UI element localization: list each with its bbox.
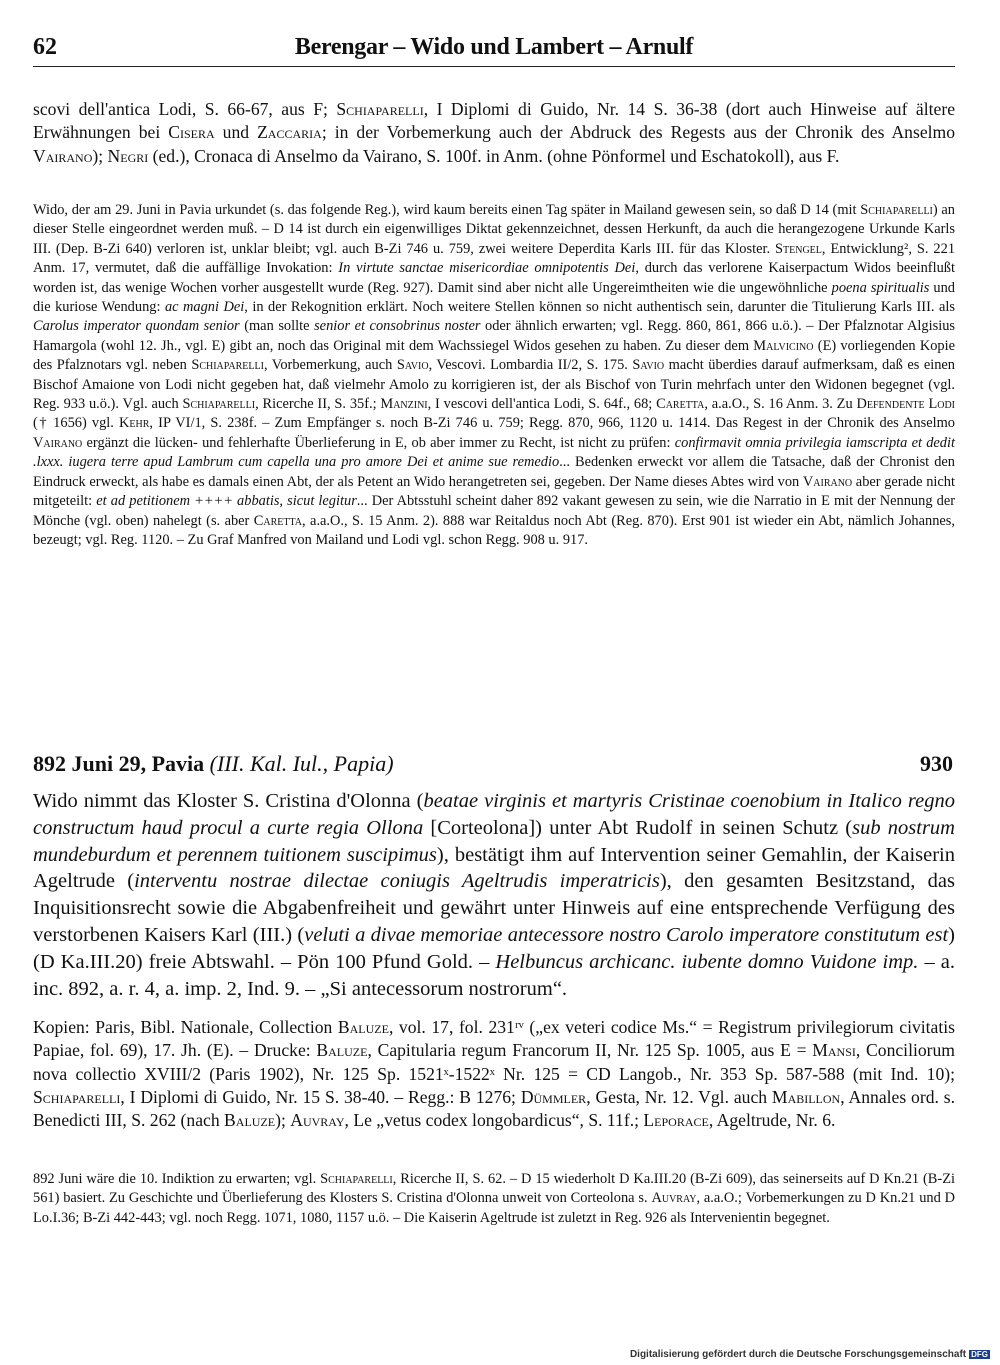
latin-quote: In virtute sanctae misericordiae omnipotentis Dei xyxy=(338,260,636,277)
text: ), den gesamten Besitzstand, das Inquisitionsrecht sowie die Abgabenfreiheit und gewährt unter Hinweis auf eine entsprechende Verfügung des verstorbenen Kaisers Karl (III.) ( xyxy=(33,870,956,946)
text: aber gerade nicht mitgeteilt: xyxy=(33,473,955,510)
author-name: Malvicino xyxy=(753,337,814,354)
funding-footer xyxy=(630,1349,990,1360)
author-name: Caretta xyxy=(656,396,705,413)
author-name: Dümmler xyxy=(520,1086,587,1107)
entry-date-line xyxy=(33,751,394,777)
author-name: Kehr xyxy=(119,415,150,432)
text: , Vorbemerkung, auch xyxy=(263,357,397,374)
text: , Ricerche II, S. 35f.; xyxy=(255,396,381,413)
author-name: Negri xyxy=(107,145,149,166)
text: ); xyxy=(92,145,108,166)
text: macht überdies darauf aufmerksam, daß es einen Bischof Amaione von Lodi nicht gegeben hat, daß vielmehr Amolo zu korrigieren ist, der als Bischof von Turin mehrfach unter den Widonen begegnet (vgl. Reg. 933 u.ö.). Vgl. auch xyxy=(33,357,955,413)
text: Kopien: Paris, Bibl. Nationale, Collection xyxy=(33,1017,338,1037)
author-name: Vairano xyxy=(33,145,93,166)
author-name: Caretta xyxy=(253,512,303,529)
author-name: Schiaparelli xyxy=(182,396,256,413)
latin-quote: Helbuncus archicanc. iubente domno Vuidone imp. xyxy=(495,950,919,973)
author-name: Zaccaria xyxy=(257,122,322,143)
text: , Annales ord. s. Benedicti III, S. 262 (nach xyxy=(33,1086,956,1131)
text: ) an dieser Stelle eingeordnet werden muß. – D 14 ist durch ein eigenwilliges Diktat gekennzeichnet, dessen Herkunft, da auch die herangezogene Urkunde Karls III. (Dep. B-Zi 640) verloren ist, unklar bleibt; vgl. auch B-Zi 746 u. 759, zwei weitere Deperdita Karls III. für das Kloster. xyxy=(33,202,955,257)
latin-quote: senior et consobrinus noster xyxy=(314,318,481,335)
text: ; in der Vorbemerkung auch der Abdruck des Regests aus der Chronik des Anselmo xyxy=(321,122,955,143)
text: , I vescovi dell'antica Lodi, S. 64f., 68; xyxy=(427,396,657,413)
latin-quote: poena spiritualis xyxy=(831,279,930,296)
regest-paragraph xyxy=(33,788,955,1002)
text: , a.a.O., S. 16 Anm. 3. Zu xyxy=(704,396,857,413)
prev-sources-paragraph xyxy=(33,98,955,168)
latin-quote: ac magni Dei xyxy=(164,299,245,316)
text: , vol. 17, fol. 231ʳᵛ („ex veteri codice Ms.“ = Registrum privilegiorum civitatis Papiae, fol. 69), 17. Jh. (E). – Drucke: xyxy=(33,1017,955,1061)
author-name: Auvray xyxy=(651,1190,697,1207)
text: [Corteolona]) unter Abt Rudolf in seinen Schutz ( xyxy=(423,816,853,839)
funding-text: Digitalisierung gefördert durch die Deutsche Forschungsgemeinschaft xyxy=(629,1349,967,1360)
text: ), bestätigt ihm auf Intervention seiner Gemahlin, der Kaiserin Ageltrude ( xyxy=(33,843,956,893)
text: , Le „vetus codex longobardicus“, S. 11f.; xyxy=(344,1110,644,1131)
latin-quote: beatae virginis et martyris Cristinae coenobium in Italico regno constructum haud procul a curte regia Ollona xyxy=(33,790,955,839)
text: , a.a.O.; Vorbemerkungen zu D Kn.21 und D Lo.I.36; B-Zi 442-443; vgl. noch Regg. 1071, 1080, 1157 u.ö. – Die Kaiserin Ageltrude ist zuletzt in Reg. 926 als Intervenientin begegnet. xyxy=(33,1190,956,1226)
text: Wido nimmt das Kloster S. Cristina d'Olonna ( xyxy=(33,790,424,812)
author-name: Savio xyxy=(396,357,429,374)
text: , a.a.O., S. 15 Anm. 2). 888 war Reitaldus noch Abt (Reg. 870). Erst 901 ist wieder ein Abt, nämlich Johannes, bezeugt; vgl. Reg. 1120. – Zu Graf Manfred von Mailand und Lodi vgl. schon Regg. 908 u. 917. xyxy=(33,512,955,548)
author-name: Mansi xyxy=(812,1040,856,1061)
text: , in der Rekognition erklärt. Noch weitere Stellen können so nicht authentisch sein, darunter die Titulierung Karls III. als xyxy=(244,299,955,316)
author-name: Mabillon xyxy=(771,1086,841,1107)
author-name: Vairano xyxy=(33,434,83,451)
entry-date-original: (III. Kal. Iul., Papia) xyxy=(209,751,394,776)
author-name: Baluze xyxy=(316,1040,368,1061)
latin-quote: veluti a divae memoriae antecessore nostro Carolo imperatore constitutum est xyxy=(304,923,949,946)
author-name: Schiaparelli xyxy=(860,202,933,218)
text: (E) vorliegenden Kopie des Pfalznotars vgl. neben xyxy=(33,337,955,374)
text: (man sollte xyxy=(239,318,315,335)
author-name: Stengel xyxy=(775,240,822,257)
text: , Gesta, Nr. 12. Vgl. auch xyxy=(586,1086,772,1107)
author-name: Schiaparelli xyxy=(33,1086,121,1107)
text: (ed.), Cronaca di Anselmo da Vairano, S. 100f. in Anm. (ohne Pönformel und Eschatokoll), aus F. xyxy=(148,145,840,166)
text: oder ähnlich erwarten; vgl. Regg. 860, 861, 866 u.ö.). – Der Pfalznotar Algisius Hamargola (wohl 12. Jh., vgl. E) gibt an, noch das Original mit dem Wachssiegel Widos gesehen zu haben. Zu dieser dem xyxy=(33,318,955,354)
text: ... Der Abtsstuhl scheint daher 892 vakant gewesen zu sein, wie die Narratio in E mit der Nennung der Mönche (vgl. oben) nahelegt (s. aber xyxy=(33,493,955,529)
latin-quote: sub nostrum mundeburdum et perennem tuitionem suscipimus xyxy=(33,816,955,866)
author-name: Baluze xyxy=(224,1110,276,1131)
running-title: Berengar – Wido und Lambert – Arnulf xyxy=(294,34,694,60)
text: († 1656) vgl. xyxy=(33,415,120,432)
page-header xyxy=(33,30,955,67)
latin-quote: Carolus imperator quondam senior xyxy=(33,318,240,335)
prev-commentary-paragraph xyxy=(33,201,955,550)
text: und xyxy=(214,122,258,143)
author-name: Manzini xyxy=(380,396,428,413)
text: ); xyxy=(275,1110,291,1131)
text: , durch das verlorene Kaiserpactum Widos beeinflußt worden ist, das wenige Wochen vorher ausgestellt wurde (Reg. 927). Damit sind aber nicht alle Ungereimtheiten wie die ungewöhnliche xyxy=(33,260,955,296)
author-name: Schiaparelli xyxy=(191,357,264,374)
entry-date: 892 Juni 29, Pavia xyxy=(33,751,205,776)
text: , Entwicklung², S. 221 Anm. 17, vermutet, daß die auffällige Invokation: xyxy=(33,240,956,277)
author-name: Leporace xyxy=(643,1110,709,1131)
text: – a. inc. 892, a. r. 4, a. imp. 2, Ind. 9. – „Si antecessorum nostrorum“. xyxy=(33,950,955,1000)
text: ergänzt die lücken- und fehlerhafte Überlieferung in E, ob aber immer zu Recht, ist nicht zu prüfen: xyxy=(82,434,675,451)
text: scovi dell'antica Lodi, S. 66-67, aus F; xyxy=(33,99,337,119)
latin-quote: confirmavit omnia privilegia iamscripta et dedit .lxxx. iugera terre apud Lambrum cum capella una pro amore Dei et anime sue remedio xyxy=(33,434,955,471)
notes-paragraph xyxy=(33,1170,955,1228)
text: , I Diplomi di Guido, Nr. 14 S. 36-38 (dort auch Hinweise auf ältere Erwähnungen bei xyxy=(33,99,955,143)
entry-heading xyxy=(33,747,955,787)
text: Wido, der am 29. Juni in Pavia urkundet (s. das folgende Reg.), wird kaum bereits einen Tag später in Mailand gewesen sein, so daß D 14 (mit xyxy=(33,202,861,218)
text: , Ageltrude, Nr. 6. xyxy=(708,1110,836,1131)
text: ... Bedenken erweckt vor allem die Tatsache, daß der Chronist den Eindruck erweckt, als habe es damals einen Abt, der als Petent an Wido herangetreten sei, gegeben. Der Name dieses Abtes wird von xyxy=(33,454,955,490)
entry-number: 930 xyxy=(920,751,953,776)
latin-quote: interventu nostrae dilectae coniugis Ageltrudis imperatricis xyxy=(134,870,660,893)
latin-quote: et ad petitionem ++++ abbatis, sicut legitur xyxy=(96,493,357,510)
text: , Capitularia regum Francorum II, Nr. 125 Sp. 1005, aus E = xyxy=(367,1040,813,1061)
author-name: Schiaparelli xyxy=(336,99,424,119)
page-number: 62 xyxy=(33,34,57,60)
dfg-logo-icon: DFG xyxy=(971,1349,988,1359)
text: , Vescovi. Lombardia II/2, S. 175. xyxy=(428,357,633,374)
text: , Conciliorum nova collectio XVIII/2 (Paris 1902), Nr. 125 Sp. 1521ˣ-1522ˣ Nr. 125 = CD Langob., Nr. 353 Sp. 587-588 (mit Ind. 10); xyxy=(33,1040,955,1084)
text: , I Diplomi di Guido, Nr. 15 S. 38-40. – Regg.: B 1276; xyxy=(120,1086,521,1107)
author-name: Defendente Lodi xyxy=(856,396,956,413)
text: , IP VI/1, S. 238f. – Zum Empfänger s. noch B-Zi 746 u. 759; Regg. 870, 966, 1120 u. 1414. Das Regest in der Chronik des Anselmo xyxy=(149,415,956,432)
author-name: Auvray xyxy=(290,1110,345,1131)
text: ) (D Ka.III.20) freie Abtswahl. – Pön 100 Pfund Gold. – xyxy=(33,923,955,973)
copies-paragraph xyxy=(33,1016,955,1132)
author-name: Cisera xyxy=(168,122,215,143)
author-name: Vairano xyxy=(802,473,853,490)
text: und die kuriose Wendung: xyxy=(33,279,955,316)
author-name: Schiaparelli xyxy=(320,1171,393,1187)
author-name: Baluze xyxy=(337,1017,389,1037)
text: 892 Juni wäre die 10. Indiktion zu erwarten; vgl. xyxy=(33,1171,321,1187)
text: , Ricerche II, S. 62. – D 15 wiederholt D Ka.III.20 (B-Zi 609), das seinerseits auf D Kn.21 (B-Zi 561) basiert. Zu Geschichte und Überlieferung des Klosters S. Cristina d'Olonna unweit von Corteolona s. xyxy=(33,1171,955,1207)
author-name: Savio xyxy=(632,357,665,374)
